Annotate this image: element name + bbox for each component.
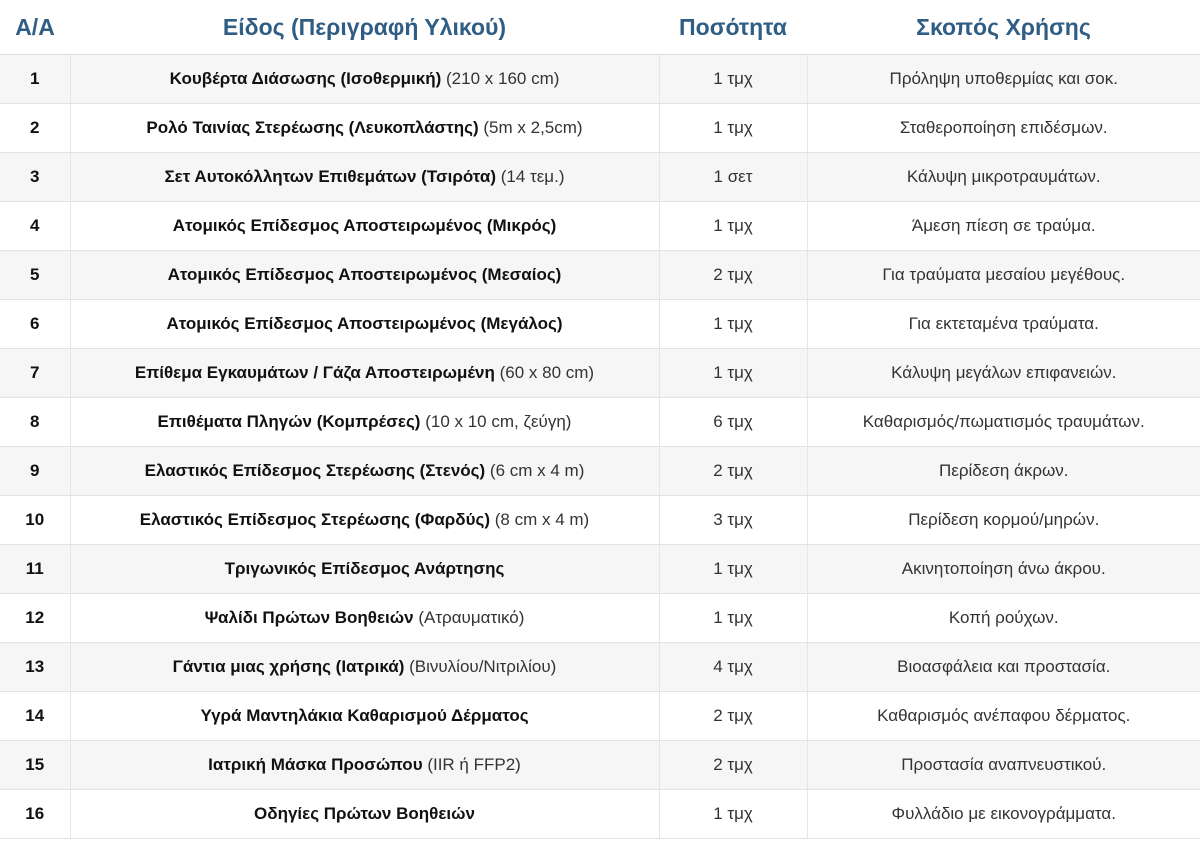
row-number: 2 xyxy=(0,104,70,153)
item-quantity: 1 τμχ xyxy=(659,55,807,104)
table-row xyxy=(0,202,1200,251)
table-row xyxy=(0,153,1200,202)
item-purpose: Κάλυψη μεγάλων επιφανειών. xyxy=(807,349,1200,398)
item-detail: (Βινυλίου/Νιτριλίου) xyxy=(409,657,557,676)
item-cell xyxy=(70,741,659,790)
item-purpose: Άμεση πίεση σε τραύμα. xyxy=(807,202,1200,251)
header-number: Α/Α xyxy=(0,0,70,55)
item-purpose: Προστασία αναπνευστικού. xyxy=(807,741,1200,790)
item-purpose: Ακινητοποίηση άνω άκρου. xyxy=(807,545,1200,594)
row-number: 4 xyxy=(0,202,70,251)
item-quantity: 1 τμχ xyxy=(659,790,807,839)
item-purpose: Κοπή ρούχων. xyxy=(807,594,1200,643)
table-row xyxy=(0,447,1200,496)
row-number: 6 xyxy=(0,300,70,349)
item-purpose: Για τραύματα μεσαίου μεγέθους. xyxy=(807,251,1200,300)
item-name: Τριγωνικός Επίδεσμος Ανάρτησης xyxy=(224,559,505,578)
item-cell xyxy=(70,153,659,202)
item-quantity: 1 τμχ xyxy=(659,545,807,594)
table-row xyxy=(0,741,1200,790)
item-quantity: 2 τμχ xyxy=(659,692,807,741)
table-row xyxy=(0,692,1200,741)
item-name: Σετ Αυτοκόλλητων Επιθεμάτων (Τσιρότα) xyxy=(164,167,496,186)
item-quantity: 2 τμχ xyxy=(659,447,807,496)
table-row xyxy=(0,594,1200,643)
header-purpose: Σκοπός Χρήσης xyxy=(807,0,1200,55)
table-body xyxy=(0,55,1200,839)
table-header xyxy=(0,0,1200,55)
row-number: 16 xyxy=(0,790,70,839)
item-detail: (210 x 160 cm) xyxy=(446,69,560,88)
item-detail: (8 cm x 4 m) xyxy=(494,510,590,529)
item-name: Ελαστικός Επίδεσμος Στερέωσης (Φαρδύς) xyxy=(139,510,491,529)
item-purpose: Βιοασφάλεια και προστασία. xyxy=(807,643,1200,692)
table-row xyxy=(0,349,1200,398)
item-purpose: Κάλυψη μικροτραυμάτων. xyxy=(807,153,1200,202)
item-detail: (14 τεμ.) xyxy=(500,167,565,186)
item-cell xyxy=(70,202,659,251)
table-row xyxy=(0,104,1200,153)
item-purpose: Πρόληψη υποθερμίας και σοκ. xyxy=(807,55,1200,104)
item-name: Ψαλίδι Πρώτων Βοηθειών xyxy=(204,608,414,627)
table-row xyxy=(0,545,1200,594)
table-row xyxy=(0,300,1200,349)
table-row xyxy=(0,496,1200,545)
item-cell xyxy=(70,251,659,300)
item-purpose: Φυλλάδιο με εικονογράμματα. xyxy=(807,790,1200,839)
item-name: Ελαστικός Επίδεσμος Στερέωσης (Στενός) xyxy=(144,461,486,480)
item-detail: (5m x 2,5cm) xyxy=(483,118,583,137)
item-name: Ιατρική Μάσκα Προσώπου xyxy=(208,755,423,774)
item-quantity: 2 τμχ xyxy=(659,251,807,300)
item-purpose: Καθαρισμός/πωματισμός τραυμάτων. xyxy=(807,398,1200,447)
row-number: 7 xyxy=(0,349,70,398)
row-number: 1 xyxy=(0,55,70,104)
header-item: Είδος (Περιγραφή Υλικού) xyxy=(70,0,659,55)
item-name: Επίθεμα Εγκαυμάτων / Γάζα Αποστειρωμένη xyxy=(134,363,495,382)
item-name: Οδηγίες Πρώτων Βοηθειών xyxy=(254,804,475,823)
item-name: Ατομικός Επίδεσμος Αποστειρωμένος (Μεσαίος) xyxy=(167,265,562,284)
item-quantity: 1 σετ xyxy=(659,153,807,202)
item-quantity: 1 τμχ xyxy=(659,104,807,153)
item-quantity: 3 τμχ xyxy=(659,496,807,545)
table-row xyxy=(0,643,1200,692)
table-row xyxy=(0,790,1200,839)
item-name: Κουβέρτα Διάσωσης (Ισοθερμική) xyxy=(169,69,442,88)
item-cell xyxy=(70,790,659,839)
item-purpose: Σταθεροποίηση επιδέσμων. xyxy=(807,104,1200,153)
item-name: Ατομικός Επίδεσμος Αποστειρωμένος (Μικρός) xyxy=(172,216,557,235)
row-number: 10 xyxy=(0,496,70,545)
item-name: Ρολό Ταινίας Στερέωσης (Λευκοπλάστης) xyxy=(146,118,479,137)
item-cell xyxy=(70,300,659,349)
row-number: 15 xyxy=(0,741,70,790)
item-purpose: Περίδεση άκρων. xyxy=(807,447,1200,496)
row-number: 9 xyxy=(0,447,70,496)
row-number: 3 xyxy=(0,153,70,202)
item-cell xyxy=(70,398,659,447)
table-row xyxy=(0,251,1200,300)
header-row xyxy=(0,0,1200,55)
item-cell xyxy=(70,496,659,545)
header-quantity: Ποσότητα xyxy=(659,0,807,55)
row-number: 5 xyxy=(0,251,70,300)
item-cell xyxy=(70,594,659,643)
item-purpose: Περίδεση κορμού/μηρών. xyxy=(807,496,1200,545)
item-quantity: 2 τμχ xyxy=(659,741,807,790)
item-quantity: 6 τμχ xyxy=(659,398,807,447)
item-name: Υγρά Μαντηλάκια Καθαρισμού Δέρματος xyxy=(200,706,529,725)
item-name: Επιθέματα Πληγών (Κομπρέσες) xyxy=(157,412,421,431)
row-number: 12 xyxy=(0,594,70,643)
item-cell xyxy=(70,55,659,104)
item-detail: (6 cm x 4 m) xyxy=(489,461,585,480)
row-number: 8 xyxy=(0,398,70,447)
item-name: Ατομικός Επίδεσμος Αποστειρωμένος (Μεγάλος) xyxy=(166,314,563,333)
item-detail: (60 x 80 cm) xyxy=(499,363,595,382)
row-number: 13 xyxy=(0,643,70,692)
item-cell xyxy=(70,349,659,398)
item-cell xyxy=(70,447,659,496)
item-cell xyxy=(70,545,659,594)
row-number: 11 xyxy=(0,545,70,594)
table-row xyxy=(0,398,1200,447)
table-row xyxy=(0,55,1200,104)
item-quantity: 1 τμχ xyxy=(659,300,807,349)
item-detail: (10 x 10 cm, ζεύγη) xyxy=(425,412,572,431)
item-cell xyxy=(70,643,659,692)
item-purpose: Καθαρισμός ανέπαφου δέρματος. xyxy=(807,692,1200,741)
item-quantity: 1 τμχ xyxy=(659,202,807,251)
row-number: 14 xyxy=(0,692,70,741)
item-detail: (Ατραυματικό) xyxy=(418,608,525,627)
item-detail: (IIR ή FFP2) xyxy=(427,755,521,774)
item-quantity: 1 τμχ xyxy=(659,594,807,643)
item-name: Γάντια μιας χρήσης (Ιατρικά) xyxy=(172,657,405,676)
item-cell xyxy=(70,104,659,153)
item-quantity: 1 τμχ xyxy=(659,349,807,398)
item-purpose: Για εκτεταμένα τραύματα. xyxy=(807,300,1200,349)
item-cell xyxy=(70,692,659,741)
item-quantity: 4 τμχ xyxy=(659,643,807,692)
